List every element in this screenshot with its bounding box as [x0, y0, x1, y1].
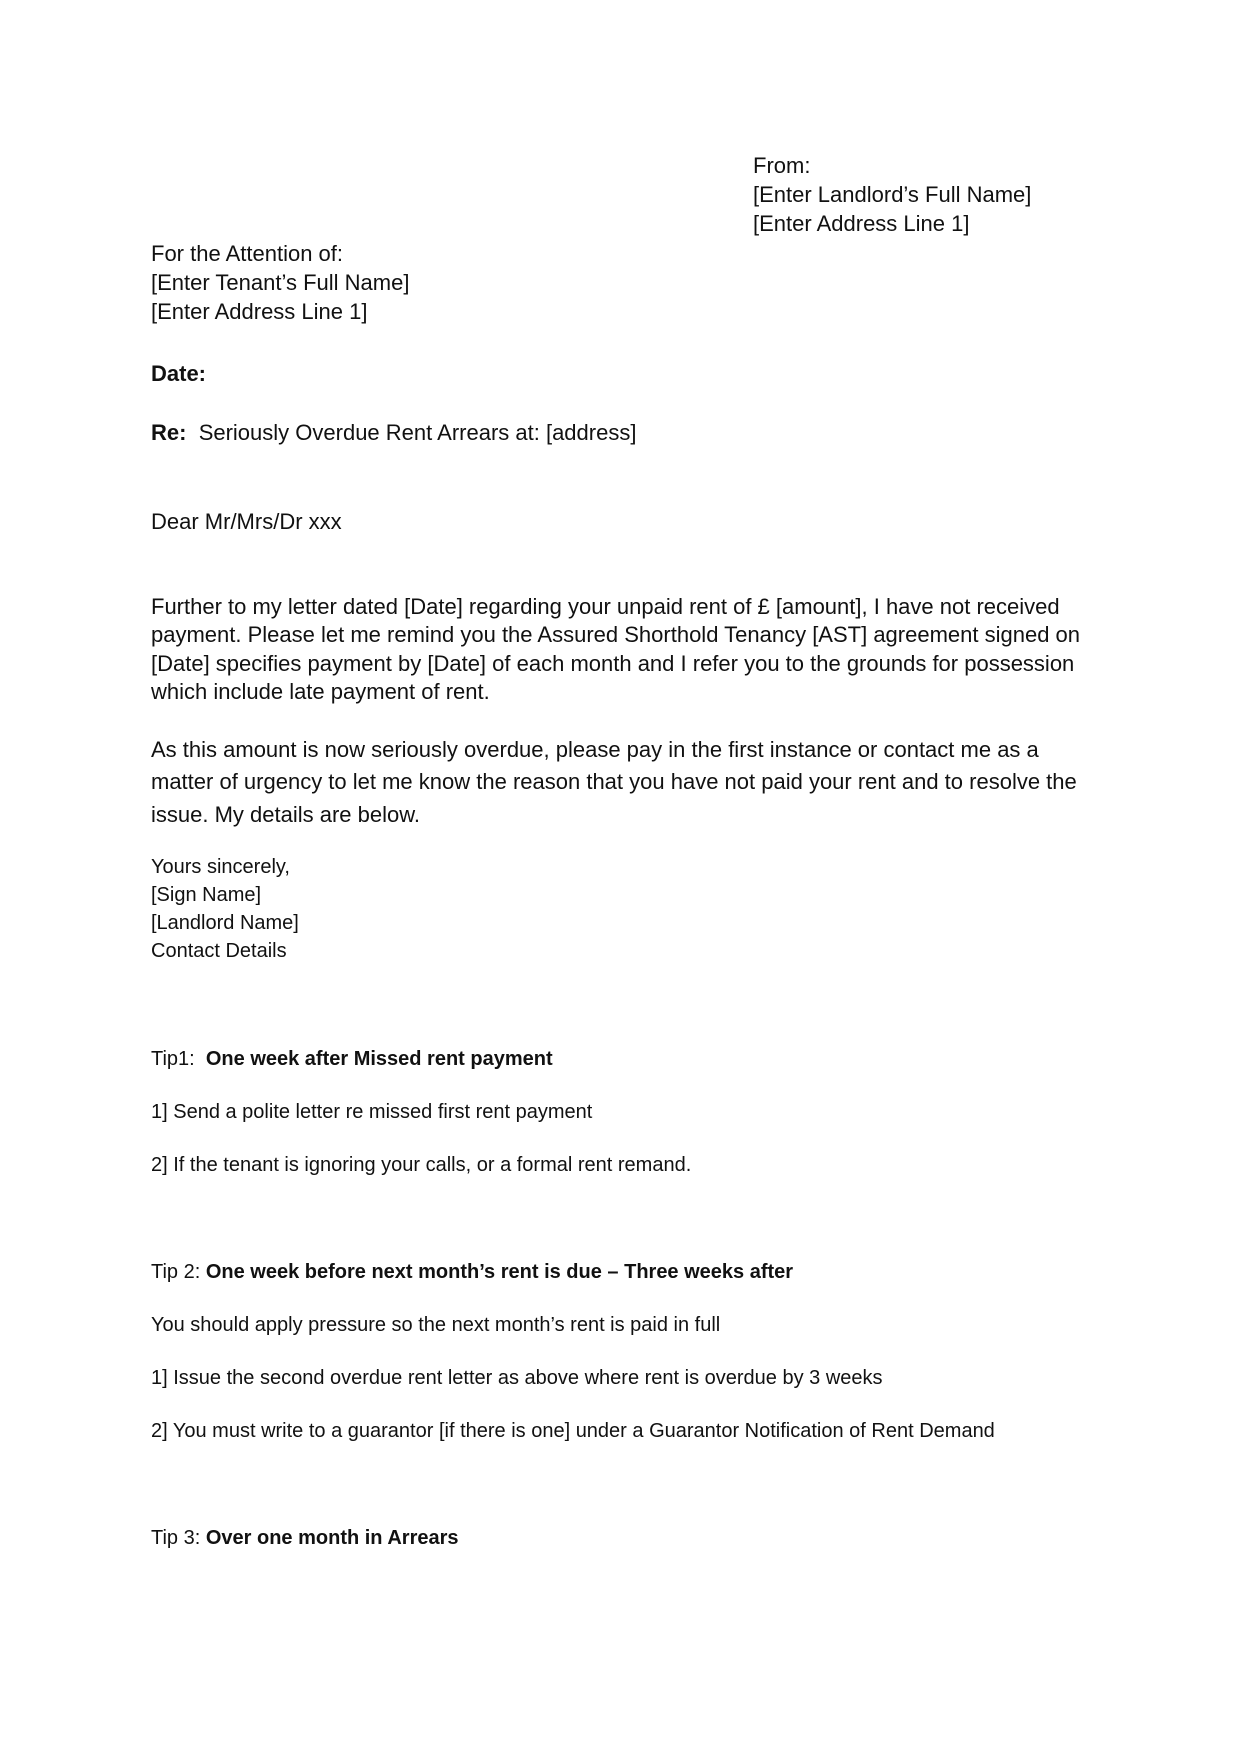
- paragraph1-line: Further to my letter dated [Date] regarding your unpaid rent of £ [amount], I have not received: [151, 594, 1060, 619]
- tip1-item: 1] Send a polite letter re missed first rent payment: [151, 1101, 593, 1123]
- salutation: Dear Mr/Mrs/Dr xxx: [151, 509, 342, 534]
- paragraph2-line: As this amount is now seriously overdue, please pay in the first instance or contact me as a: [151, 737, 1039, 762]
- tip2-heading: [151, 1262, 793, 1282]
- paragraph2-line: issue. My details are below.: [151, 802, 421, 827]
- tip2-intro: You should apply pressure so the next month’s rent is paid in full: [151, 1314, 721, 1336]
- tip2-item: 1] Issue the second overdue rent letter as above where rent is overdue by 3 weeks: [151, 1367, 883, 1389]
- tip3-label: Tip 3:: [151, 1527, 201, 1549]
- re-text: Seriously Overdue Rent Arrears at: [address]: [198, 420, 637, 445]
- tenant-name-placeholder: [Enter Tenant’s Full Name]: [151, 270, 410, 295]
- tip2-item: 2] You must write to a guarantor [if there is one] under a Guarantor Notification of Rent Demand: [151, 1420, 995, 1442]
- paragraph2-line: matter of urgency to let me know the reason that you have not paid your rent and to resolve the: [151, 769, 1077, 794]
- paragraph1-line: [Date] specifies payment by [Date] of each month and I refer you to the grounds for possession: [151, 651, 1075, 676]
- closing-line: Yours sincerely,: [151, 856, 290, 878]
- tip2-label: Tip 2:: [151, 1261, 201, 1283]
- tip3-heading: [151, 1528, 459, 1548]
- tip1-heading: [151, 1049, 553, 1069]
- attention-label: For the Attention of:: [151, 241, 344, 266]
- tip1-item: 2] If the tenant is ignoring your calls, or a formal rent remand.: [151, 1154, 692, 1176]
- tip3-title: Over one month in Arrears: [205, 1527, 459, 1549]
- re-label: Re:: [151, 420, 187, 445]
- paragraph1-line: which include late payment of rent.: [151, 679, 490, 704]
- from-label: From:: [753, 153, 811, 178]
- tip1-title: One week after Missed rent payment: [205, 1048, 553, 1070]
- paragraph1-line: payment. Please let me remind you the Assured Shorthold Tenancy [AST] agreement signed on: [151, 622, 1081, 647]
- date-label: Date:: [151, 361, 207, 386]
- tip2-title: One week before next month’s rent is due – Three weeks after: [205, 1261, 794, 1283]
- closing-line: [Landlord Name]: [151, 912, 299, 934]
- closing-line: [Sign Name]: [151, 884, 262, 906]
- tip1-label: Tip1:: [151, 1048, 195, 1070]
- landlord-name-placeholder: [Enter Landlord’s Full Name]: [753, 182, 1032, 207]
- closing-line: Contact Details: [151, 940, 287, 962]
- tenant-address-placeholder: [Enter Address Line 1]: [151, 299, 368, 324]
- landlord-address-placeholder: [Enter Address Line 1]: [753, 211, 970, 236]
- subject-line: [151, 422, 636, 444]
